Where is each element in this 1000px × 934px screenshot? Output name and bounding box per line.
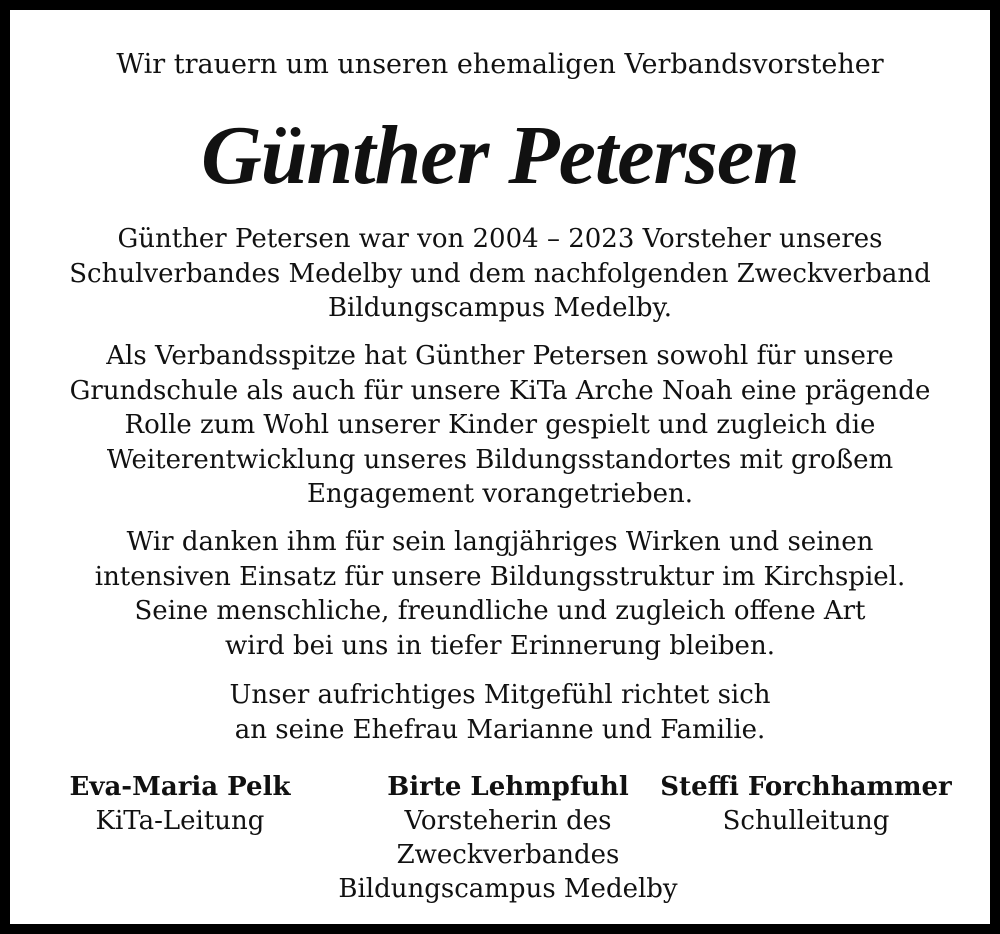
paragraph-role bbox=[30, 339, 970, 512]
signer-name: Birte Lehmpfuhl bbox=[387, 772, 629, 802]
text-line: Grundschule als auch für unsere KiTa Arche Noah eine prägende bbox=[69, 375, 931, 406]
signer-schule bbox=[616, 770, 996, 838]
signer-role: Bildungscampus Medelby bbox=[338, 874, 678, 904]
signer-role: Vorsteherin des bbox=[404, 806, 612, 836]
text-line: Bildungscampus Medelby. bbox=[327, 293, 673, 323]
text-line: Günther Petersen war von 2004 – 2023 Vorsteher unseres bbox=[117, 224, 883, 254]
text-line: Rolle zum Wohl unserer Kinder gespielt und zugleich die bbox=[124, 410, 876, 440]
text-line: Unser aufrichtiges Mitgefühl richtet sich bbox=[229, 680, 771, 710]
text-line: Schulverbandes Medelby und dem nachfolgenden Zweckverband bbox=[69, 258, 931, 289]
signer-name: Steffi Forchhammer bbox=[660, 772, 952, 802]
signer-role: KiTa-Leitung bbox=[95, 806, 265, 836]
signer-role: Zweckverbandes bbox=[396, 840, 620, 870]
text-line: Weiterentwicklung unseres Bildungsstandortes mit großem bbox=[106, 444, 894, 475]
text-line: wird bei uns in tiefer Erinnerung bleiben. bbox=[225, 630, 775, 661]
signer-kita bbox=[0, 770, 370, 838]
paragraph-thanks bbox=[30, 525, 970, 663]
signer-role: Schulleitung bbox=[722, 806, 890, 836]
deceased-name: Günther Petersen bbox=[201, 109, 799, 202]
text-line: Wir danken ihm für sein langjähriges Wirken und seinen bbox=[126, 527, 874, 557]
text-line: Als Verbandsspitze hat Günther Petersen sowohl für unsere bbox=[106, 341, 894, 371]
text-line: intensiven Einsatz für unsere Bildungsstruktur im Kirchspiel. bbox=[94, 561, 906, 592]
signer-name: Eva-Maria Pelk bbox=[69, 772, 291, 802]
paragraph-tenure bbox=[30, 222, 970, 326]
paragraph-condolence bbox=[30, 678, 970, 747]
text-line: Seine menschliche, freundliche und zugleich offene Art bbox=[134, 596, 866, 626]
text-line: Engagement vorangetrieben. bbox=[306, 479, 694, 509]
intro-line: Wir trauern um unseren ehemaligen Verbandsvorsteher bbox=[116, 49, 884, 80]
text-line: an seine Ehefrau Marianne und Familie. bbox=[234, 714, 766, 745]
